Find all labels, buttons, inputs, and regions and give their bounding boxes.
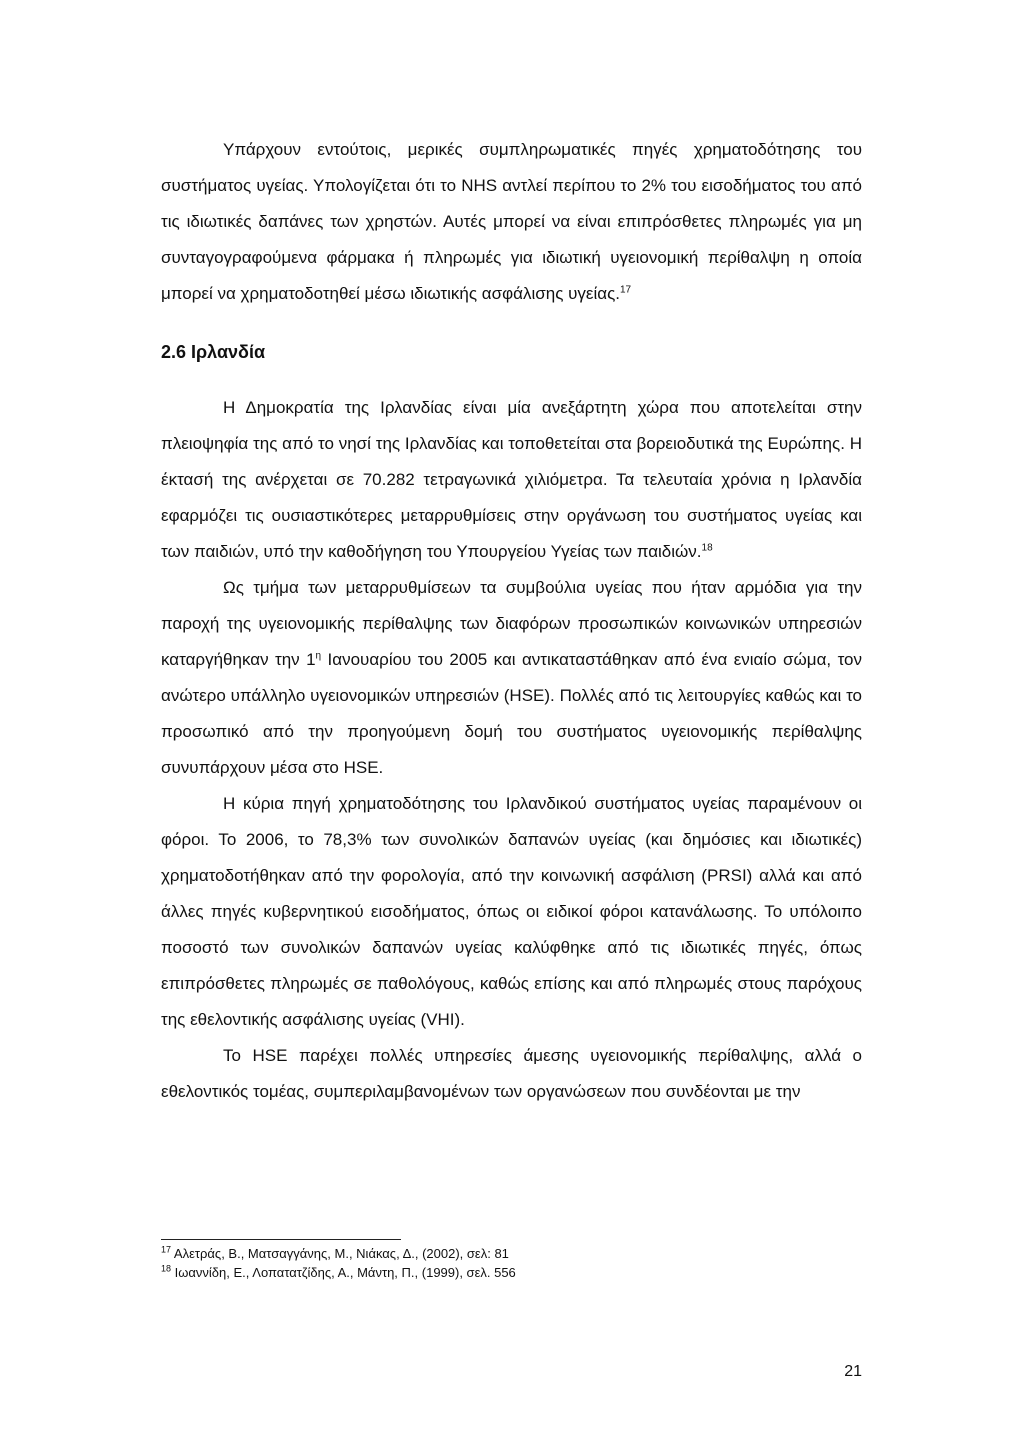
paragraph-funding-sources: Η κύρια πηγή χρηματοδότησης του Ιρλανδικού συστήματος υγείας παραμένουν οι φόροι. Το 2006, το 78,3% των συνολικών δαπανών υγείας (και δημόσιες και ιδιωτικές) χρηματοδοτήθηκαν από την φορολογία, από την κοινωνική ασφάλιση (PRSI) αλλά και από άλλες πηγές κυβερνητικού εισοδήματος, όπως οι ειδικοί φόροι κατανάλωσης. Το υπόλοιπο ποσοστό των συνολικών δαπανών υγείας καλύφθηκε από τις ιδιωτικές πηγές, όπως επιπρόσθετες πληρωμές σε παθολόγους, καθώς επίσης και από πληρωμές στους παρόχους της εθελοντικής ασφάλισης υγείας (VHI).	[161, 794, 862, 1029]
paragraph-reforms	[161, 570, 862, 786]
footnote-17	[161, 1244, 862, 1263]
document-body	[161, 132, 862, 1110]
footnote-text: Ιωαννίδη, Ε., Λοπατατζίδης, Α., Μάντη, Π., (1999), σελ. 556	[174, 1265, 516, 1280]
footnotes	[161, 1244, 862, 1282]
footnote-ref[interactable]: 17	[620, 284, 632, 296]
ordinal-superscript: η	[315, 650, 322, 662]
footnote-ref[interactable]: 18	[701, 542, 713, 554]
page-number: 21	[844, 1363, 862, 1380]
paragraph-ireland-intro	[161, 390, 862, 570]
paragraph-text: Υπάρχουν εντούτοις, μερικές συμπληρωματικές πηγές χρηματοδότησης του συστήματος υγείας. Υπολογίζεται ότι το NHS αντλεί περίπου το 2% του εισοδήματος του από τις ιδιωτικές δαπάνες των χρηστών. Αυτές μπορεί να είναι επιπρόσθετες πληρωμές για μη συνταγογραφούμενα φάρμακα ή πληρωμές για ιδιωτική υγειονομική περίθαλψη η οποία μπορεί να χρηματοδοτηθεί μέσω ιδιωτικής ασφάλισης υγείας.	[161, 140, 862, 303]
footnote-number: 18	[161, 1263, 172, 1274]
footnote-18	[161, 1263, 862, 1282]
footnote-number: 17	[161, 1244, 172, 1255]
paragraph-hse-services: Το HSE παρέχει πολλές υπηρεσίες άμεσης υγειονομικής περίθαλψης, αλλά ο εθελοντικός τομέας, συμπεριλαμβανομένων των οργανώσεων που συνδέονται με την	[161, 1046, 862, 1101]
paragraph-text: Η Δημοκρατία της Ιρλανδίας είναι μία ανεξάρτητη χώρα που αποτελείται στην πλειοψηφία της από το νησί της Ιρλανδίας και τοποθετείται στα βορειοδυτικά της Ευρώπης. Η έκτασή της ανέρχεται σε 70.282 τετραγωνικά χιλιόμετρα. Τα τελευταία χρόνια η Ιρλανδία εφαρμόζει τις ουσιαστικότερες μεταρρυθμίσεις στην οργάνωση του συστήματος υγείας και των παιδιών, υπό την καθοδήγηση του Υπουργείου Υγείας των παιδιών.	[161, 398, 862, 561]
paragraph-nhs-funding	[161, 132, 862, 312]
footnote-separator	[161, 1239, 401, 1240]
paragraph-text-before: Ως τμήμα των μεταρρυθμίσεων τα συμβούλια υγείας που ήταν αρμόδια για την παροχή της υγειονομικής περίθαλψης των διαφόρων προσωπικών κοινωνικών υπηρεσιών καταργήθηκαν την 1	[161, 578, 862, 669]
paragraph-text-after: Ιανουαρίου του 2005 και αντικαταστάθηκαν από ένα ενιαίο σώμα, τον ανώτερο υπάλληλο υγειονομικών υπηρεσιών (HSE). Πολλές από τις λειτουργίες καθώς και το προσωπικό από την προηγούμενη δομή του συστήματος υγειονομικής περίθαλψης συνυπάρχουν μέσα στο HSE.	[161, 650, 862, 777]
footnote-text: Αλετράς, Β., Ματσαγγάνης, Μ., Νιάκας, Δ., (2002), σελ: 81	[173, 1246, 509, 1261]
section-heading: 2.6 Ιρλανδία	[161, 342, 266, 362]
